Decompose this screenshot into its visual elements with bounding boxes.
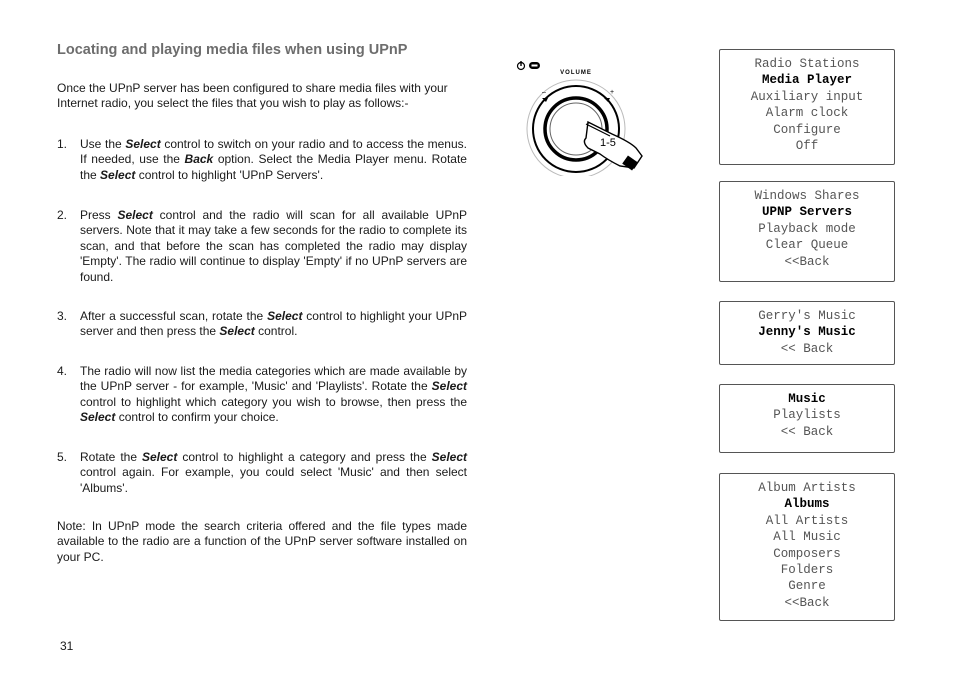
menu-item: <<Back [784,254,830,269]
menu-item-highlighted: Media Player [761,73,852,88]
control-keyword: Select [431,450,467,464]
control-keyword: Select [80,410,116,425]
step-number: 2. [57,208,68,222]
intro-paragraph: Once the UPnP server has been configured to share media files with your Internet radio, you select the files that you wish to play as follows:- [57,81,448,111]
menu-item-highlighted: Jenny's Music [758,325,856,340]
control-keyword: Select [100,167,136,182]
control-keyword: Select [125,137,161,151]
step-text-run: control and the radio will scan for all available UPnP servers. Note that it may take a few seconds for the radio to complete its scan, and that before the scan has completed the radio may display 'Empty'. The radio will continue to display 'Empty' if no UPnP servers are found. [80,208,467,284]
step-3 [57,309,467,340]
lcd-screen-main-menu [719,49,895,165]
control-keyword: Select [219,324,255,339]
menu-item: << Back [780,424,834,439]
step-text-run: control to switch on your radio and to access the menus. If needed, use the [80,137,467,167]
menu-item: Playback mode [758,221,856,236]
menu-item: Off [795,139,819,154]
menu-item-highlighted: Albums [784,497,830,512]
step-text [80,309,467,340]
menu-item: Genre [788,579,826,594]
step-text-run: The radio will now list the media categories which are made available by the UPnP server - for example, 'Music' and 'Playlists'. Rotate the [80,364,467,394]
step-text-run: control again. For example, you could select 'Music' and then select 'Albums'. [80,465,467,495]
control-keyword: Back [184,152,214,167]
step-text-run: After a successful scan, rotate the [80,309,268,323]
control-keyword: Select [142,450,178,464]
menu-item: Radio Stations [754,57,860,71]
step-text-run: control. [254,324,298,339]
step-text-run: option. Select the Media Player menu. Rotate the [80,152,467,182]
lcd-screen-server-list [719,301,895,365]
step-text-run: control to confirm your choice. [115,410,279,425]
control-keyword: Select [117,208,153,222]
menu-item: Configure [773,122,841,137]
svg-text:+: + [610,89,615,96]
step-text-run: Use the [80,137,126,151]
page-number: 31 [60,639,74,653]
menu-item: Clear Queue [765,238,849,253]
control-keyword: Select [431,379,467,394]
step-5 [57,450,467,496]
step-text [80,208,467,285]
step-text-run: control to highlight 'UPnP Servers'. [135,167,324,182]
note-paragraph: Note: In UPnP mode the search criteria offered and the file types made available to the radio are a function of the UPnP server software installed on your PC. [57,519,467,564]
menu-item: Folders [780,563,834,578]
step-text-run: control to highlight your UPnP server and then press the [80,309,468,339]
volume-select-knob-illustration [512,56,648,176]
step-text [80,450,467,496]
menu-item: All Music [773,530,841,545]
step-1 [57,137,467,183]
control-keyword: Select [267,309,303,323]
menu-item: Composers [773,546,841,561]
menu-item: Auxiliary input [750,89,864,104]
step-4 [57,364,467,426]
power-icon [518,61,541,70]
step-text-run: Press [80,208,118,222]
step-text-run: Rotate the [80,450,142,464]
menu-item-highlighted: Music [788,392,826,406]
step-number: 5. [57,450,68,464]
step-number: 3. [57,309,68,323]
menu-item: All Artists [765,513,849,528]
step-text-run: control to highlight which category you wish to browse, then press the [80,394,467,409]
menu-item: Playlists [773,408,841,423]
step-2 [57,208,467,285]
lcd-screen-categories [719,384,895,453]
menu-item: Windows Shares [754,189,860,203]
volume-label: VOLUME [560,70,592,76]
step-range-label: 1-5 [600,137,616,149]
menu-item: Album Artists [758,481,856,495]
menu-item: <<Back [784,595,830,610]
step-number: 4. [57,364,68,378]
svg-text:–: – [542,89,546,96]
step-text [80,137,467,183]
lcd-screen-music-menu [719,473,895,621]
step-text-run: control to highlight a category and press the [177,450,432,464]
menu-item: Gerry's Music [758,309,856,323]
step-text [80,364,467,426]
menu-item: Alarm clock [765,106,849,121]
step-number: 1. [57,137,68,151]
menu-item: << Back [780,341,834,356]
menu-item-highlighted: UPNP Servers [761,205,852,220]
lcd-screen-media-player [719,181,895,282]
page-heading: Locating and playing media files when using UPnP [57,42,408,58]
